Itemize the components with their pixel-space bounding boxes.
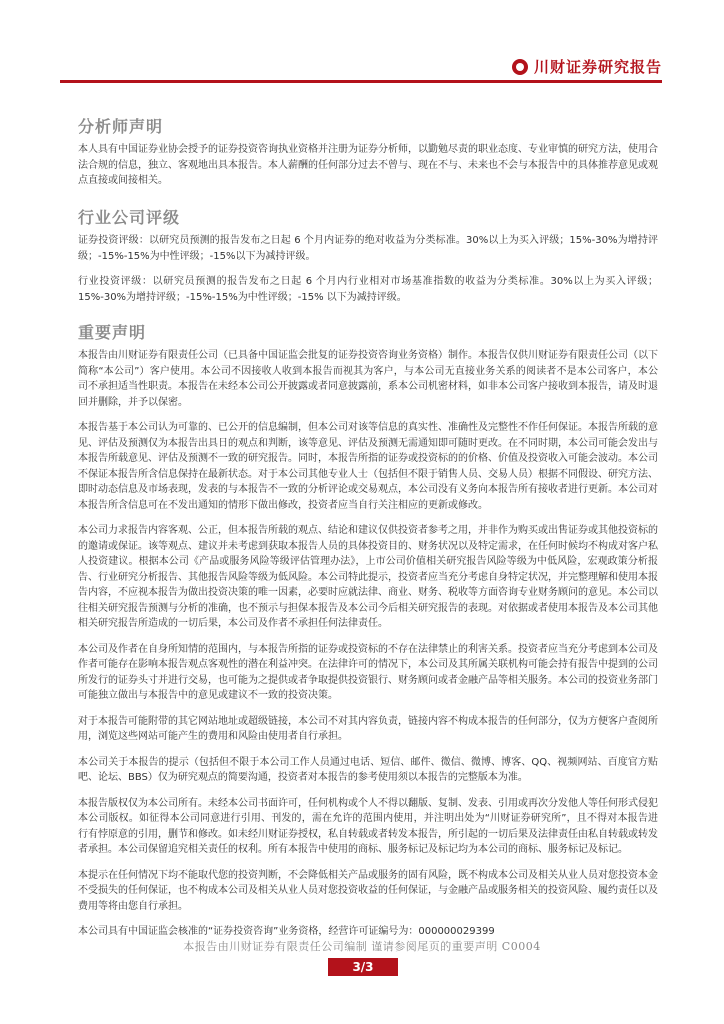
rating-section <box>78 205 658 315</box>
disclaimer-paragraph: 本公司及作者在自身所知情的范围内，与本报告所指的证券或投资标的不存在法律禁止的利害关系。投资者应当充分考虑到本公司及作者可能存在影响本报告观点客观性的潜在利益冲突。在法律许可的情况下，本公司及其所属关联机构可能会持有报告中提到的公司所发行的证券头寸并进行交易，也可能为之提供或者争取提供投资银行、财务顾问或者金融产品等相关服务。本公司的投资业务部门可能独立做出与本报告中的意见或建议不一致的投资决策。 <box>78 643 658 701</box>
analyst-statement-section <box>78 114 658 199</box>
important-statement-title: 重要声明 <box>78 323 147 342</box>
rating-title: 行业公司评级 <box>78 208 181 227</box>
important-statement-section <box>78 320 658 950</box>
disclaimer-paragraph: 本公司关于本报告的提示（包括但不限于本公司工作人员通过电话、短信、邮件、微信、微博、博客、QQ、视频网站、百度官方贴吧、论坛、BBS）仅为研究观点的简要沟通，投资者对本报告的参考使用须以本报告的完整版本为准。 <box>78 756 658 783</box>
analyst-statement-text: 本人具有中国证券业协会授予的证券投资咨询执业资格并注册为证券分析师，以勤勉尽责的职业态度、专业审慎的研究方法，使用合法合规的信息，独立、客观地出具本报告。本人薪酬的任何部分过去不曾与、现在不与、未来也不会与本报告中的具体推荐意见或观点直接或间接相关。 <box>78 144 658 186</box>
circle-logo-icon <box>512 59 528 75</box>
analyst-statement-title: 分析师声明 <box>78 117 164 136</box>
disclaimer-paragraph: 对于本报告可能附带的其它网站地址或超级链接，本公司不对其内容负责，链接内容不构成本报告的任何部分，仅为方便客户查阅所用，浏览这些网站可能产生的费用和风险由使用者自行承担。 <box>78 715 658 742</box>
brand-logo <box>512 56 662 77</box>
disclaimer-paragraph: 本报告基于本公司认为可靠的、已公开的信息编制，但本公司对该等信息的真实性、准确性及完整性不作任何保证。本报告所载的意见、评估及预测仅为本报告出具日的观点和判断，该等意见、评估及预测无需通知即可随时更改。在不同时期，本公司可能会发出与本报告所载意见、评估及预测不一致的研究报告。同时，本报告所指的证券或投资标的的价格、价值及投资收入可能会波动。本公司不保证本报告所含信息保持在最新状态。对于本公司其他专业人士（包括但不限于销售人员、交易人员）根据不同假设、研究方法、即时动态信息及市场表现，发表的与本报告不一致的分析评论或交易观点，本公司没有义务向本报告所有接收者进行更新。本公司对本报告所含信息可在不发出通知的情形下做出修改，投资者应当自行关注相应的更新或修改。 <box>78 422 658 511</box>
page-number: 3/3 <box>328 958 398 976</box>
brand-name: 川财证券研究报告 <box>533 58 662 76</box>
disclaimer-paragraph: 本报告由川财证券有限责任公司（已具备中国证监会批复的证券投资咨询业务资格）制作。本报告仅供川财证券有限责任公司（以下简称“本公司”）客户使用。本公司不因接收人收到本报告而视其为客户，与本公司无直接业务关系的阅读者不是本公司客户，本公司不承担适当性职责。本报告在未经本公司公开披露或者同意披露前，系本公司机密材料，如非本公司客户接收到本报告，请及时退回并删除，并予以保密。 <box>78 350 658 408</box>
disclaimer-paragraph: 本报告版权仅为本公司所有。未经本公司书面许可，任何机构或个人不得以翻版、复制、发表、引用或再次分发他人等任何形式侵犯本公司版权。如征得本公司同意进行引用、刊发的，需在允许的范围内使用，并注明出处为“川财证券研究所”，且不得对本报告进行有悖原意的引用，删节和修改。如未经川财证券授权，私自转载或者转发本报告，所引起的一切后果及法律责任由私自转载或转发者承担。本公司保留追究相关责任的权利。所有本报告中使用的商标、服务标记及标记均为本公司的商标、服务标记及标记。 <box>78 797 658 855</box>
disclaimer-paragraph: 本提示在任何情况下均不能取代您的投资判断，不会降低相关产品或服务的固有风险，既不构成本公司及相关从业人员对您投资本金不受损失的任何保证，也不构成本公司及相关从业人员对您投资收益的任何保证，与金融产品或服务相关的投资风险、履约责任以及费用等将由您自行承担。 <box>78 869 658 912</box>
disclaimer-paragraph: 本公司力求报告内容客观、公正，但本报告所载的观点、结论和建议仅供投资者参考之用，并非作为购买或出售证券或其他投资标的的邀请或保证。该等观点、建议并未考虑到获取本报告人员的具体投资目的、财务状况以及特定需求，在任何时候均不构成对客户私人投资建议。根据本公司《产品或服务风险等级评估管理办法》，上市公司价值相关研究报告风险等级为中低风险，宏观政策分析报告、行业研究分析报告、其他报告风险等级为低风险。本公司特此提示，投资者应当充分考虑自身特定状况，并完整理解和使用本报告内容，不应视本报告为做出投资决策的唯一因素，必要时应就法律、商业、财务、税收等方面咨询专业财务顾问的意见。本公司以往相关研究报告预测与分析的准确，也不预示与担保本报告及本公司今后相关研究报告的表现。对依据或者使用本报告及本公司其他相关研究报告所造成的一切后果，本公司及作者不承担任何法律责任。 <box>78 525 658 629</box>
page-header <box>60 52 662 83</box>
disclaimer-paragraph: 本公司具有中国证监会核准的“证券投资咨询”业务资格，经营许可证编号为：000000029399 <box>78 926 495 937</box>
industry-rating-text: 行业投资评级：以研究员预测的报告发布之日起 6 个月内行业相对市场基准指数的收益为分类标准。30%以上为买入评级；15%-30%为增持评级；-15%-15%为中性评级；-15% 以下为减持评级。 <box>78 276 658 303</box>
footer-note: 本报告由川财证券有限责任公司编制 谨请参阅尾页的重要声明 C0004 <box>183 940 541 953</box>
company-rating-text: 证券投资评级：以研究员预测的报告发布之日起 6 个月内证券的绝对收益为分类标准。30%以上为买入评级；15%-30%为增持评级；-15%-15%为中性评级；-15%以下为减持评级。 <box>78 235 658 262</box>
